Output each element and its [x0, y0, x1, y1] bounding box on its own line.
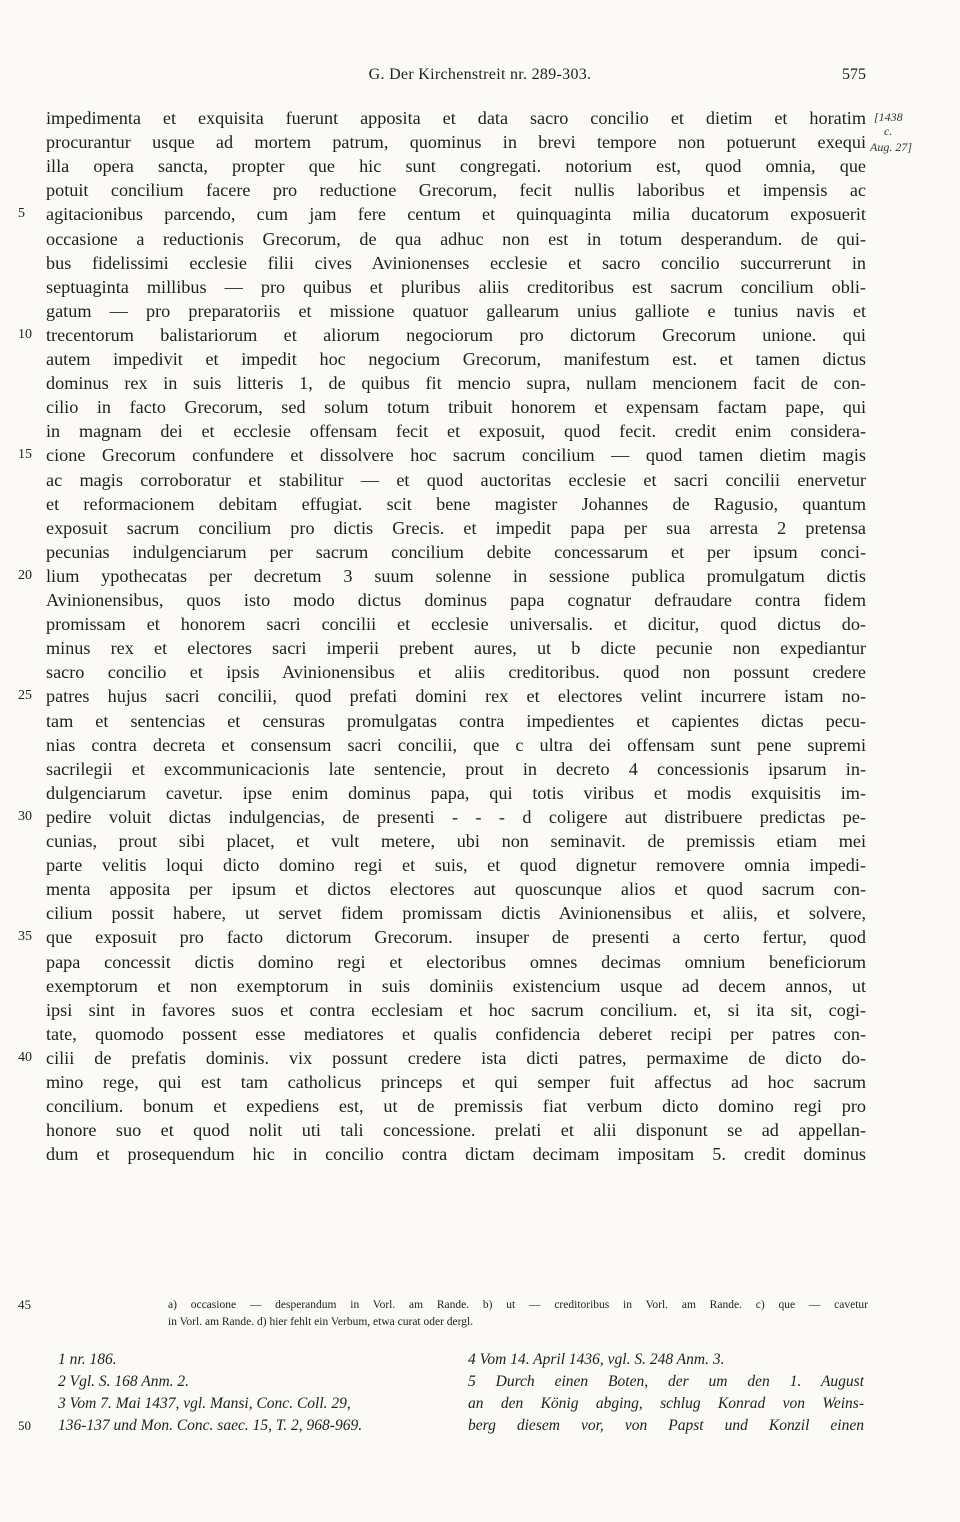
text-line: dum et prosequendum hic in concilio contra dictam decimam impositam 5. credit dominus: [46, 1144, 866, 1165]
text-line: concilium. bonum et expediens est, ut de premissis fiat verbum dicto domino regi pro: [46, 1096, 866, 1117]
margin-date-circa: c.: [884, 124, 893, 138]
text-line: lium ypothecatas per decretum 3 suum solenne in sessione publica promulgatum dictis: [46, 565, 866, 586]
text-line: tate, quomodo possent esse mediatores et qualis confidencia deberet recipi per patres con-: [46, 1023, 866, 1044]
text-line: honore suo et quod nolit uti tali concessione. prelati et alii disponunt se ad appellan-: [46, 1120, 866, 1141]
text-line: patres hujus sacri concilii, quod prefati domini rex et electores velint incurrere istam no-: [46, 686, 866, 707]
footnote-2: 2 Vgl. S. 168 Anm. 2.: [58, 1373, 190, 1390]
text-line: Avinionensibus, quos isto modo dictus dominus papa cognatur defraudare contra fidem: [46, 590, 866, 610]
text-line: illa opera sancta, propter que hic sunt congregati. notorium est, quod omnia, que: [46, 156, 866, 177]
footnote-1: 1 nr. 186.: [58, 1351, 117, 1368]
footnote-5-cont: an den König abging, schlug Konrad von Weins-: [468, 1395, 864, 1412]
text-line: potuit concilium facere pro reductione Grecorum, fecit nullis laboribus et impensis ac: [46, 180, 866, 201]
apparatus-line: a) occasione — desperandum in Vorl. am Rande. b) ut — creditoribus in Vorl. am Rande. c) que — cavetur: [168, 1299, 868, 1311]
text-line: tam et sentencias et censuras promulgatas contra impedientes et capientes dictas pecu-: [46, 710, 866, 731]
text-line: parte velitis loqui dicto domino regi et suis, et quod dignetur removere omnia impedi-: [46, 855, 866, 876]
text-line: occasione a reductionis Grecorum, de qua adhuc non est in totum desperandum. de qui-: [46, 228, 866, 249]
footnote-3: 3 Vom 7. Mai 1437, vgl. Mansi, Conc. Coll. 29,: [58, 1395, 351, 1412]
footnote-line-number: 50: [18, 1418, 31, 1433]
text-line: minus rex et electores sacri imperii prebent aures, ut b dicte pecunie non expediantur: [46, 638, 866, 659]
text-line: septuaginta millibus — pro quibus et pluribus aliis creditoribus est sacrum concilium obli-: [46, 276, 866, 297]
text-line: sacrilegii et excommunicacionis late sentencie, prout in decreto 4 concessionis ipsarum in-: [46, 758, 866, 779]
text-line: autem impedivit et impedit hoc negocium Grecorum, manifestum est. et tamen dictus: [46, 349, 866, 369]
text-line: dominus rex in suis litteris 1, de quibus fit mencio supra, nullam mencionem facit de con-: [46, 373, 866, 394]
line-number: 30: [18, 808, 32, 824]
text-line: dulgenciarum cavetur. ipse enim dominus papa, qui totis viribus et modis exquisitis im-: [46, 782, 866, 803]
text-line: ac magis corroboratur et stabilitur — et quod auctoritas ecclesie et sacri concilii enervetur: [46, 469, 866, 490]
text-line: mino rege, qui est tam catholicus princeps et qui semper fuit affectus ad hoc sacrum: [46, 1072, 866, 1092]
text-line: bus fidelissimi ecclesie filii cives Avinionenses ecclesie et sacro concilio succurrerunt in: [46, 252, 866, 273]
running-title: G. Der Kirchenstreit nr. 289-303.: [368, 66, 592, 83]
text-line: agitacionibus parcendo, cum jam fere centum et quinquaginta milia ducatorum exposuerit: [46, 204, 866, 225]
text-line: et reformacionem debitam effugiat. scit bene magister Johannes de Ragusio, quantum: [46, 493, 866, 514]
critical-apparatus: [168, 1297, 868, 1331]
text-line: procurantur usque ad mortem patrum, quominus in brevi tempore non potuerunt exequi: [46, 132, 866, 153]
text-line: in magnam dei et ecclesie offensam fecit et exposuit, quod fecit. credit enim considera-: [46, 421, 866, 442]
text-line: papa concessit dictis domino regi et electoribus omnes decimas omnium beneficiorum: [46, 951, 866, 972]
text-line: exposuit sacrum concilium pro dictis Grecis. et impedit papa per sua arresta 2 pretensa: [46, 517, 866, 538]
text-line: menta apposita per ipsum et dictos electores aut quoscunque alios et quod sacrum con-: [46, 879, 866, 900]
margin-date-year: [1438: [874, 110, 903, 124]
apparatus-line: in Vorl. am Rande. d) hier fehlt ein Verbum, etwa curat oder dergl.: [168, 1316, 474, 1328]
text-line: cilii de prefatis dominis. vix possunt credere ista dicti patres, permaxime de dicto do-: [46, 1047, 866, 1068]
line-number: 35: [18, 929, 32, 945]
footnote-5-cont: berg diesem vor, von Papst und Konzil einen: [468, 1417, 864, 1434]
text-line: pecunias indulgenciarum per sacrum concilium debite concessarum et per ipsum conci-: [46, 541, 866, 562]
running-header: [0, 66, 960, 88]
text-line: cilium possit habere, ut servet fidem promissam dictis Avinionensibus et aliis, et solvere,: [46, 903, 866, 924]
footnote-5: 5 Durch einen Boten, der um den 1. August: [468, 1373, 864, 1390]
line-number: 5: [18, 206, 25, 222]
footnotes-left-column: [58, 1349, 438, 1437]
text-line: pedire voluit dictas indulgencias, de presenti - - - d coligere aut distribuere predictas pe-: [46, 806, 866, 827]
footnote-3-cont: 136-137 und Mon. Conc. saec. 15, T. 2, 968-969.: [58, 1417, 363, 1434]
text-line: exemptorum et non exemptorum in suis dominiis existencium usque ad decem annos, ut: [46, 975, 866, 996]
page-number: 575: [842, 66, 866, 83]
footnotes-right-column: [468, 1349, 864, 1437]
text-line: que exposuit pro facto dictorum Grecorum. insuper de presenti a certo fertur, quod: [46, 927, 866, 948]
text-line: cione Grecorum confundere et dissolvere hoc sacrum concilium — quod tamen dietim magis: [46, 445, 866, 466]
line-number: 20: [18, 567, 32, 583]
line-number: 15: [18, 447, 32, 463]
text-line: impedimenta et exquisita fuerunt apposita et data sacro concilio et dietim et horatim: [46, 108, 866, 128]
text-line: cilio in facto Grecorum, sed solum totum tribuit honorem et expensam factam pape, qui: [46, 397, 866, 418]
text-line: trecentorum balistariorum et aliorum negociorum pro dictorum Grecorum unione. qui: [46, 324, 866, 345]
line-number: 10: [18, 326, 32, 342]
text-line: sacro concilio et ipsis Avinionensibus et aliis creditoribus. quod non possunt credere: [46, 662, 866, 683]
footnote-4: 4 Vom 14. April 1436, vgl. S. 248 Anm. 3.: [468, 1351, 725, 1368]
apparatus-line-number: 45: [18, 1297, 31, 1312]
line-number: 25: [18, 688, 32, 704]
text-line: ipsi sint in favores suos et contra ecclesiam et hoc sacrum concilium. et, si ita sit, cogi-: [46, 999, 866, 1020]
text-line: nias contra decreta et consensum sacri concilii, que c ultra dei offensam sunt pene supremi: [46, 734, 866, 755]
margin-date-day: Aug. 27]: [870, 140, 912, 154]
text-line: cunias, prout sibi placet, et vult metere, ubi non seminavit. de premissis etiam mei: [46, 831, 866, 851]
text-line: promissam et honorem sacri concilii et ecclesie universalis. et dicitur, quod dictus do-: [46, 614, 866, 635]
text-line: gatum — pro preparatoriis et missione quatuor gallearum unius galliote e tunius navis et: [46, 300, 866, 321]
line-number: 40: [18, 1049, 32, 1065]
